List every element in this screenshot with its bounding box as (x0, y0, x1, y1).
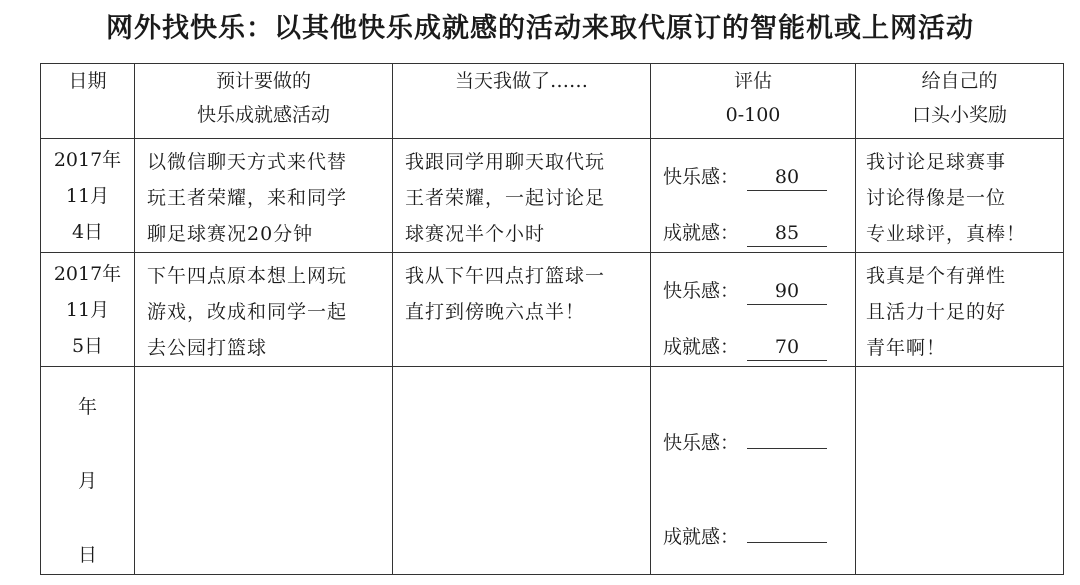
date-month: 11月 (65, 185, 110, 207)
reward-line: 讨论得像是一位 (866, 187, 1007, 209)
planned-line: 聊足球赛况20分钟 (147, 223, 314, 245)
did-line: 球赛况半个小时 (405, 223, 546, 245)
date-year-blank: 年 (77, 396, 97, 418)
reward-line: 我真是个有弹性 (866, 265, 1007, 287)
reward-cell (856, 139, 1064, 253)
reward-line: 专业球评，真棒！ (866, 223, 1027, 245)
reward-cell (856, 253, 1064, 367)
did-line: 直打到傍晚六点半！ (405, 301, 586, 323)
achieve-label: 成就感： (663, 222, 740, 244)
page-title: 网外找快乐：以其他快乐成就感的活动来取代原订的智能机或上网活动 (106, 13, 974, 44)
did-line: 我从下午四点打篮球一 (405, 265, 606, 287)
date-year: 2017年 (53, 149, 122, 171)
planned-cell (135, 253, 393, 367)
header-date-label: 日期 (68, 70, 107, 92)
date-month: 11月 (65, 299, 110, 321)
planned-line: 以微信聊天方式来代替 (147, 151, 348, 173)
header-reward-line1: 给自己的 (921, 70, 998, 92)
achieve-score (663, 215, 827, 251)
date-day: 4日 (71, 221, 104, 243)
happy-value (747, 448, 827, 449)
happy-label: 快乐感： (663, 432, 740, 454)
happy-score (663, 159, 827, 195)
reward-line: 我讨论足球赛事 (866, 151, 1007, 173)
reward-cell-empty (856, 367, 1064, 575)
header-planned (135, 64, 393, 139)
planned-line: 去公园打篮球 (147, 337, 268, 359)
achieve-score (663, 519, 827, 555)
did-line: 我跟同学用聊天取代玩 (405, 151, 606, 173)
header-date (41, 64, 135, 139)
table-row-empty (41, 367, 1064, 575)
happy-label: 快乐感： (663, 280, 740, 302)
did-cell (393, 139, 651, 253)
happy-label: 快乐感： (663, 166, 740, 188)
header-did-label: 当天我做了…… (454, 70, 588, 92)
achieve-value: 85 (747, 220, 827, 247)
planned-cell (135, 139, 393, 253)
header-row (41, 64, 1064, 139)
date-month-blank: 月 (77, 470, 97, 492)
did-cell-empty (393, 367, 651, 575)
did-cell (393, 253, 651, 367)
score-cell-empty (651, 367, 856, 575)
header-planned-line1: 预计要做的 (215, 70, 311, 92)
score-cell (651, 253, 856, 367)
date-cell (41, 139, 135, 253)
achieve-value: 70 (747, 334, 827, 361)
header-planned-line2: 快乐成就感活动 (196, 104, 330, 126)
planned-line: 玩王者荣耀，来和同学 (147, 187, 348, 209)
date-day: 5日 (71, 335, 104, 357)
date-day-blank: 日 (77, 544, 97, 566)
header-did (393, 64, 651, 139)
planned-line: 下午四点原本想上网玩 (147, 265, 348, 287)
happy-value: 80 (747, 164, 827, 191)
score-cell (651, 139, 856, 253)
header-reward (856, 64, 1064, 139)
achieve-value (747, 542, 827, 543)
planned-line: 游戏，改成和同学一起 (147, 301, 348, 323)
happy-score (663, 425, 827, 461)
activity-log-table (40, 63, 1064, 575)
reward-line: 青年啊！ (866, 337, 947, 359)
date-cell (41, 253, 135, 367)
table-row (41, 139, 1064, 253)
happy-score (663, 273, 827, 309)
header-reward-line2: 口头小奖励 (911, 104, 1007, 126)
reward-line: 且活力十足的好 (866, 301, 1007, 323)
header-eval-line2: 0-100 (725, 104, 781, 126)
achieve-label: 成就感： (663, 336, 740, 358)
achieve-score (663, 329, 827, 365)
happy-value: 90 (747, 278, 827, 305)
planned-cell-empty (135, 367, 393, 575)
table-row (41, 253, 1064, 367)
header-eval-line1: 评估 (733, 70, 772, 92)
header-eval (651, 64, 856, 139)
achieve-label: 成就感： (663, 526, 740, 548)
date-year: 2017年 (53, 263, 122, 285)
did-line: 王者荣耀，一起讨论足 (405, 187, 606, 209)
date-cell-empty (41, 367, 135, 575)
